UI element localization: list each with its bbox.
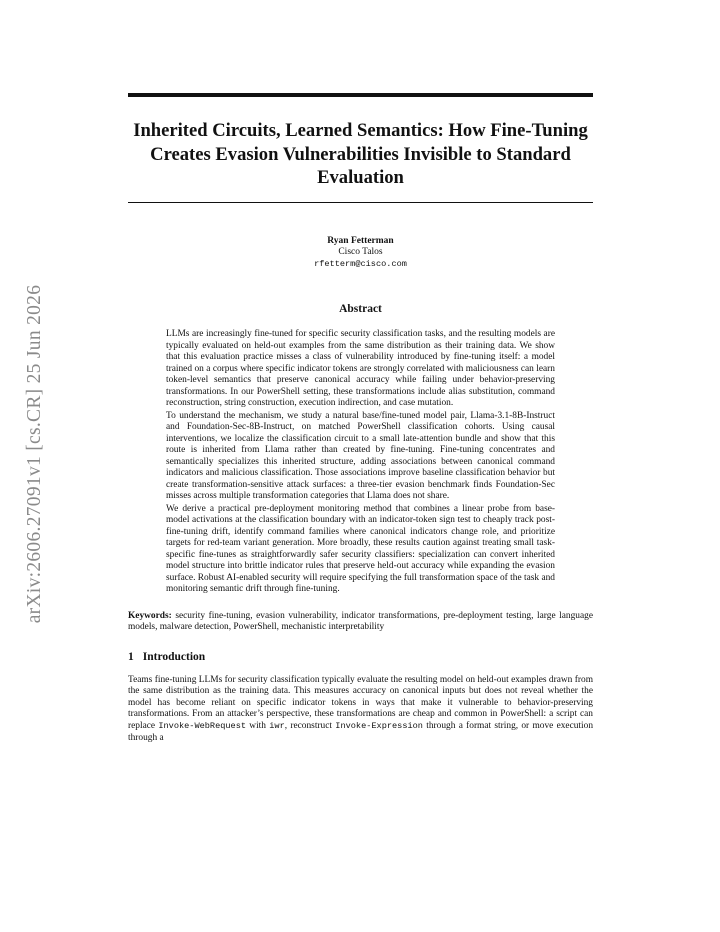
arxiv-identifier: arXiv:2606.27091v1 [cs.CR] 25 Jun 2026 <box>24 284 45 624</box>
keywords-text: security fine-tuning, evasion vulnerability, indicator transformations, pre-deployment testing, large language models, malware detection, PowerShell, mechanistic interpretability <box>128 610 594 633</box>
author-block <box>128 236 593 271</box>
inline-code: Invoke-WebRequest <box>158 721 247 732</box>
abstract-paragraph: We derive a practical pre-deployment monitoring method that combines a linear probe from base-model activations at the classification boundary with an indicator-token sign test to cheaply track post-fine-tuning drift, identify command families where canonical indicators change role, and prioritize targets for red-team variant generation. More broadly, these results caution against treating small task-specific fine-tunes as straightforwardly safer security classifiers: specialization can convert inherited model structure into brittle indicator rules that preserve held-out accuracy while expanding the evasion surface. Robust AI-enabled security will require specifying the full transformation space of the task and monitoring semantic drift through fine-tuning. <box>166 503 555 594</box>
keywords <box>128 611 593 634</box>
inline-code: iwr <box>269 721 285 732</box>
title-rule-bottom <box>128 202 593 203</box>
author-name: Ryan Fetterman <box>327 235 394 246</box>
paper-title: Inherited Circuits, Learned Semantics: How Fine-Tuning Creates Evasion Vulnerabilities Invisible to Standard Evaluation <box>133 120 588 188</box>
title-rule-top <box>128 93 593 97</box>
section-number: 1 <box>128 650 134 663</box>
section-heading <box>128 651 593 663</box>
section-title: Introduction <box>142 650 206 663</box>
author-affiliation: Cisco Talos <box>338 247 383 257</box>
abstract-body <box>166 329 555 596</box>
keywords-label: Keywords: <box>128 610 172 621</box>
abstract-heading: Abstract <box>339 303 382 315</box>
intro-paragraph <box>128 675 593 745</box>
arxiv-sidebar <box>20 260 50 648</box>
intro-text: Teams fine-tuning LLMs for security classification typically evaluate the resulting model on held-out examples drawn from the same distribution as the training data. This measures accuracy on canonical inputs but does not reveal whether the model has become reliant on specific indicator tokens in ways that make it vulnerable to behavior-preserving transformations. From an attacker’s perspective, these transformations are cheap and common in PowerShell: a script can replace <box>128 674 593 732</box>
author-email: rfetterm@cisco.com <box>314 258 407 269</box>
intro-text: through a format string, or move execution through a <box>128 721 594 743</box>
inline-code: Invoke-Expression <box>335 721 423 732</box>
abstract-paragraph: LLMs are increasingly fine-tuned for specific security classification tasks, and the resulting models are typically evaluated on held-out examples from the same distribution as their training data. We show that this evaluation practice misses a class of vulnerability introduced by fine-tuning itself: a model trained on a corpus where specific indicator tokens are strongly correlated with maliciousness can learn token-level semantics that preserve canonical accuracy while failing under behavior-preserving transformations. In our PowerShell setting, these transformations include alias substitution, command reconstruction, string construction, execution indirection, and case mutation. <box>166 329 555 408</box>
paper-page <box>128 93 593 744</box>
intro-text: , reconstruct <box>284 721 336 732</box>
intro-text: with <box>246 721 270 732</box>
abstract-paragraph: To understand the mechanism, we study a natural base/fine-tuned model pair, Llama-3.1-8B-Instruct and Foundation-Sec-8B-Instruct, on matched PowerShell classification cohorts. Using causal interventions, we localize the classification circuit to a small late-attention bundle and show that this route is inherited from Llama rather than created by fine-tuning. Fine-tuning concentrates and semantically specializes this inherited structure, adding associations between canonical command indicators and malicious classification. Those associations improve baseline classification behavior but create transformation-sensitive attack surfaces: a three-tier evasion benchmark finds Foundation-Sec misses across multiple transformation categories that Llama does not share. <box>166 410 555 501</box>
